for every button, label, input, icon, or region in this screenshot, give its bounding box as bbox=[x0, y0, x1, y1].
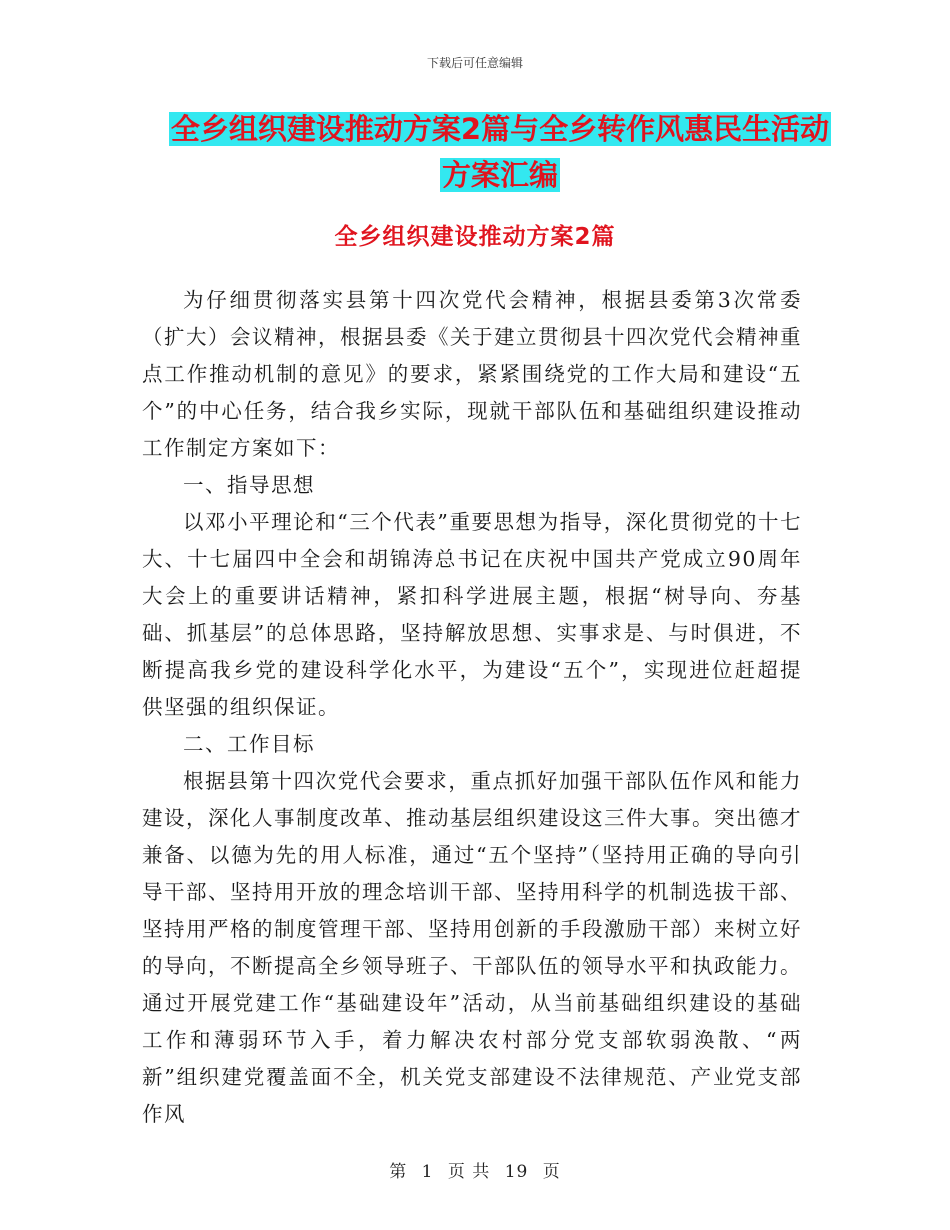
document-title-line-1: 全乡组织建设推动方案2篇与全乡转作风惠民生活动 bbox=[170, 112, 830, 146]
footer-prefix: 第 bbox=[389, 1162, 408, 1182]
page-footer bbox=[0, 1157, 950, 1182]
paragraph-work-goals: 根据县第十四次党代会要求，重点抓好加强干部队伍作风和能力建设，深化人事制度改革、推动基层组织建设这三件大事。突出德才兼备、以德为先的用人标准，通过“五个坚持”（坚持用正确的导向引导干部、坚持用开放的理念培训干部、坚持用科学的机制选拔干部、坚持用严格的制度管理干部、坚持用创新的手段激励干部）来树立好的导向，不断提高全乡领导班子、干部队伍的领导水平和执政能力。通过开展党建工作“基础建设年”活动，从当前基础组织建设的基础工作和薄弱环节入手，着力解决农村部分党支部软弱涣散、“两新”组织建党覆盖面不全，机关党支部建设不法律规范、产业党支部作风 bbox=[142, 769, 802, 1126]
heading-guiding-ideology: 一、指导思想 bbox=[183, 473, 315, 497]
heading-work-goals: 二、工作目标 bbox=[183, 732, 315, 756]
paragraph-intro: 为仔细贯彻落实县第十四次党代会精神，根据县委第3次常委（扩大）会议精神，根据县委《关于建立贯彻县十四次党代会精神重点工作推动机制的意见》的要求，紧紧围绕党的工作大局和建设“五个”的中心任务，结合我乡实际，现就干部队伍和基础组织建设推动工作制定方案如下： bbox=[142, 288, 802, 460]
section-title: 全乡组织建设推动方案2篇 bbox=[334, 224, 616, 250]
document-body bbox=[142, 282, 802, 1133]
document-title-line-2: 方案汇编 bbox=[441, 158, 558, 192]
document-title bbox=[140, 106, 860, 198]
footer-page-number: 1 bbox=[421, 1162, 434, 1182]
paragraph-guiding-ideology: 以邓小平理论和“三个代表”重要思想为指导，深化贯彻党的十七大、十七届四中全会和胡锦涛总书记在庆祝中国共产党成立90周年大会上的重要讲话精神，紧扣科学进展主题，根据“树导向、夯基础、抓基层”的总体思路，坚持解放思想、实事求是、与时俱进，不断提高我乡党的建设科学化水平，为建设“五个”，实现进位赶超提供坚强的组织保证。 bbox=[142, 510, 802, 719]
footer-total-pages: 19 bbox=[504, 1162, 529, 1182]
header-note: 下载后可任意编辑 bbox=[426, 56, 523, 70]
footer-suffix: 页 bbox=[542, 1162, 561, 1182]
footer-middle: 页 共 bbox=[447, 1162, 491, 1182]
